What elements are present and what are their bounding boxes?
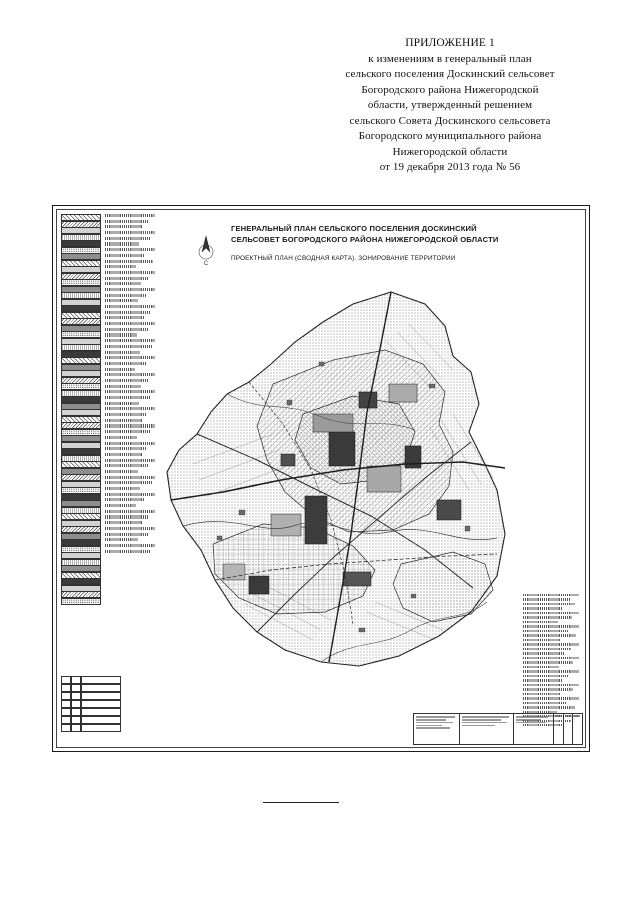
map-title-line-1: ГЕНЕРАЛЬНЫЙ ПЛАН СЕЛЬСКОГО ПОСЕЛЕНИЯ ДОСКИНСКИЙ [231,224,477,233]
header-line-3: Богородского района Нижегородской [361,83,539,96]
legend-text-line [105,538,138,541]
legend-text-line [105,265,136,268]
legend-text-line [105,396,150,399]
legend-text-line [105,430,151,433]
legend-text-line [523,675,569,677]
legend-text-line [105,453,142,456]
legend-text-line [105,225,142,228]
drawing-title-block [413,713,583,745]
header-line-1: к изменениям в генеральный план [368,52,532,65]
legend-text-line [105,476,155,479]
header-line-5: сельского Совета Доскинского сельсовета [349,114,551,127]
legend-text-line [105,407,155,410]
legend-text-line [105,498,145,501]
legend-text-line [523,661,573,663]
map-sheet [52,205,590,752]
title-block-sheet-scale [554,714,582,744]
title-block-project [460,714,514,744]
legend-text-line [105,282,141,285]
legend-text-line [523,612,579,614]
legend-text-line [523,652,564,654]
legend-text-line [105,544,155,547]
table-row [61,724,121,732]
legend-text-line [105,419,143,422]
table-row [61,684,121,692]
legend-text-line [105,231,155,234]
legend-text-line [523,688,573,690]
legend-text-line [523,684,579,686]
legend-text-line [105,470,138,473]
legend-text-line [105,322,155,325]
legend-text-line [105,316,144,319]
header-line-6: Богородского муниципального района [358,130,542,142]
legend-text-line [105,550,150,553]
legend-text-line [523,670,579,672]
settlement-map-graphic [153,264,519,709]
legend-text-line [523,630,568,632]
legend-text-line [105,260,153,263]
legend-text-line [523,643,579,645]
legend-text-line [105,345,152,348]
legend-swatch-table [61,214,101,604]
legend-text-line [523,639,561,641]
legend-text-line [105,464,148,467]
legend-right [523,594,579,729]
legend-text-column [105,214,155,555]
legend-text-line [105,299,138,302]
legend-text-line [105,220,148,223]
legend-text-line [523,625,579,627]
legend-text-line [105,373,155,376]
legend-text-line [523,666,559,668]
legend-text-line [105,356,155,359]
legend-text-line [105,277,149,280]
legend-text-line [105,271,155,274]
map-title-block [231,224,576,263]
legend-text-line [105,436,137,439]
page-footer-rule [263,802,339,803]
legend-text-line [105,527,155,530]
legend-text-line [105,487,140,490]
table-row [61,708,121,716]
legend-text-line [105,254,145,257]
header-line-2: сельского поселения Доскинский сельсовет [345,68,555,80]
legend-text-line [105,311,150,314]
legend-text-line [105,424,155,427]
legend-text-line [105,368,135,371]
appendix-title: ПРИЛОЖЕНИЕ 1 [405,37,495,49]
legend-text-line [105,459,155,462]
legend-text-line [523,693,560,695]
legend-text-line [105,447,146,450]
legend-text-line [105,390,155,393]
table-row [61,700,121,708]
legend-text-line [105,533,148,536]
legend-text-line [105,305,155,308]
legend-text-line [105,248,155,251]
legend-text-line [523,594,579,596]
legend-text-line [523,702,567,704]
map-title-line-2: СЕЛЬСОВЕТ БОГОРОДСКОГО РАЙОНА НИЖЕГОРОДСКОЙ ОБЛАСТИ [231,234,499,244]
legend-text-line [523,648,571,650]
legend-text-line [523,706,575,708]
header-line-4: области, утвержденный решением [367,99,533,111]
table-row [61,716,121,724]
legend-text-line [105,339,155,342]
legend-text-line [523,603,575,605]
legend-text-line [105,385,141,388]
table-row [61,676,121,684]
legend-text-line [105,242,139,245]
legend-text-line [105,493,155,496]
legend-text-line [105,362,146,365]
legend-text-line [105,521,143,524]
header-line-8: от 19 декабря 2013 года № 56 [379,161,521,173]
compass-rose-icon [193,232,219,266]
legend-text-line [105,515,149,518]
legend-text-line [523,598,570,600]
header-line-7: Нижегородской области [392,145,508,158]
legend-text-line [105,294,147,297]
legend-text-line [105,333,137,336]
legend-text-line [105,328,148,331]
legend-text-line [105,402,139,405]
legend-text-line [523,616,572,618]
legend-text-line [523,607,562,609]
map-drawing [153,264,519,709]
map-subtitle: ПРОЕКТНЫЙ ПЛАН (СВОДНАЯ КАРТА). ЗОНИРОВАНИЕ ТЕРРИТОРИИ [231,255,456,262]
legend-text-line [105,442,155,445]
title-block-stage [514,714,554,744]
legend-text-line [105,351,140,354]
table-row [61,692,121,700]
legend-text-line [523,621,558,623]
legend-text-line [105,510,155,513]
legend-text-line [105,214,155,217]
legend-text-line [105,504,136,507]
legend-text-line [105,288,155,291]
legend-text-line [105,379,149,382]
legend-text-line [105,413,147,416]
legend-text-line [105,237,151,240]
legend-text-line [523,634,576,636]
legend-text-line [523,679,563,681]
legend-bottom-table [61,676,121,732]
svg-text:С: С [203,261,209,266]
legend-text-line [523,657,579,659]
legend-text-line [523,697,579,699]
legend-text-line [105,481,152,484]
legend-swatch [61,598,101,605]
title-block-organization [414,714,460,744]
legend-left [61,214,153,734]
document-header [300,36,600,176]
